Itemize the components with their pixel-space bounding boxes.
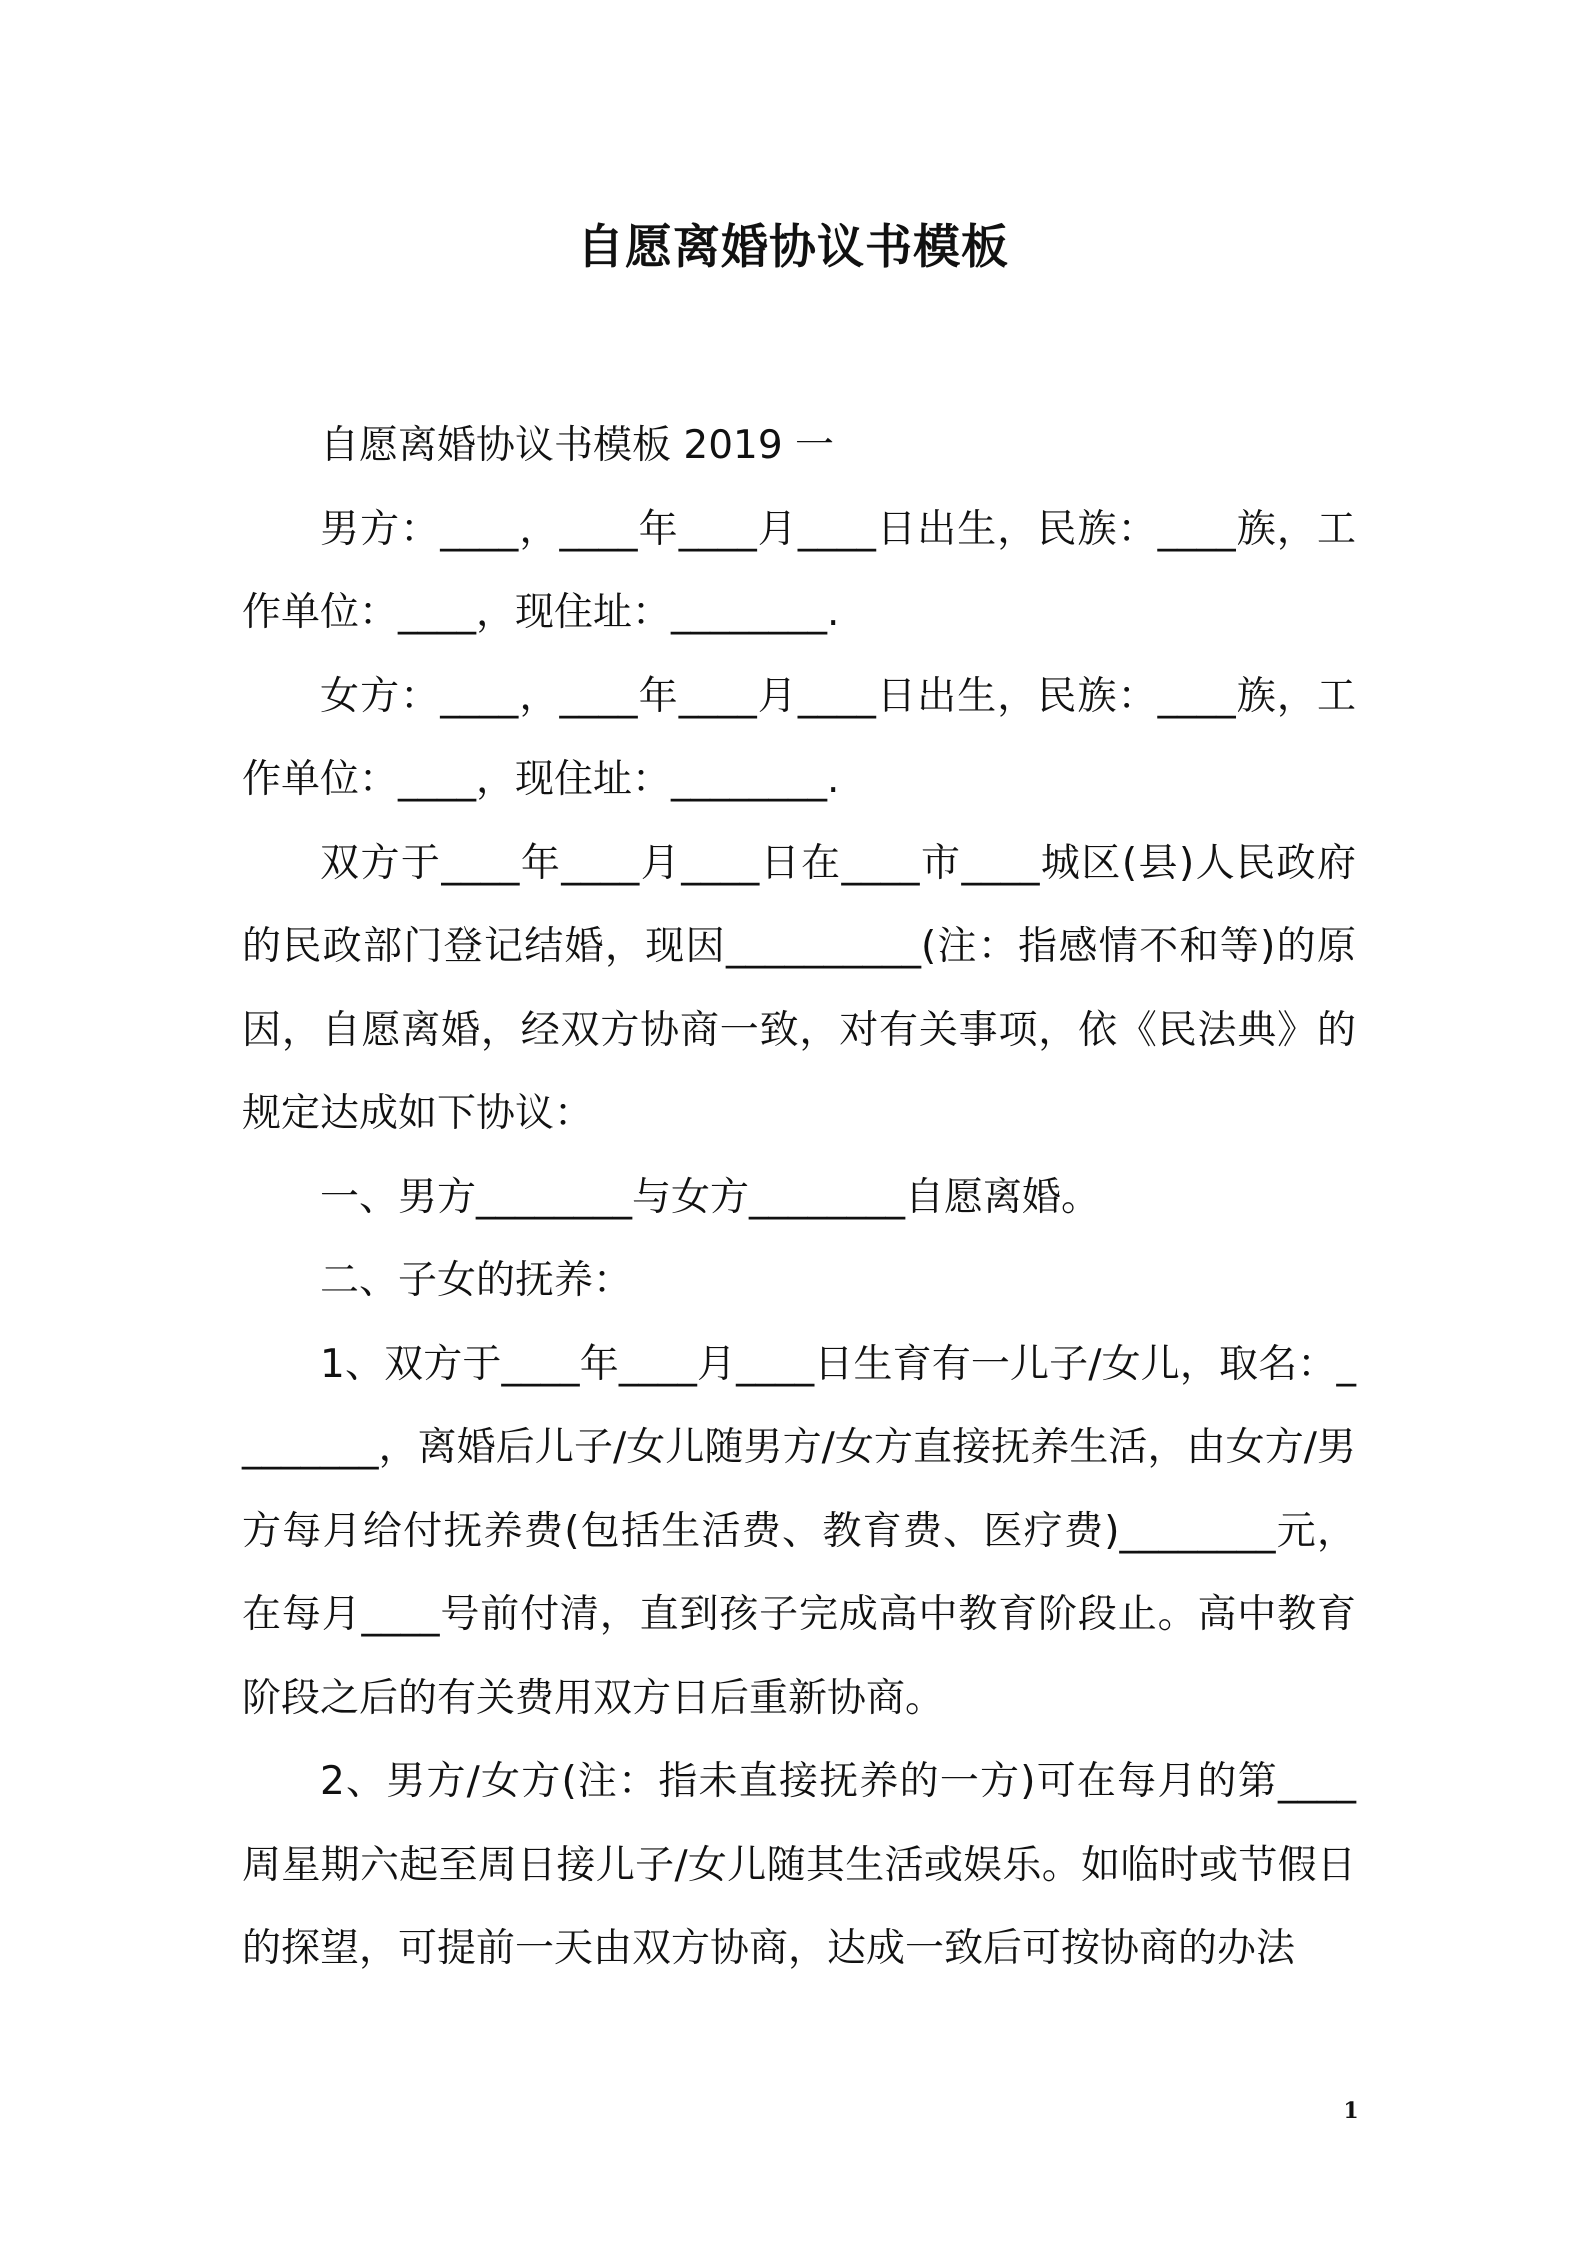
paragraph-visitation: 2、男方/女方(注：指未直接抚养的一方)可在每月的第____周星期六起至周日接儿子/女儿随其生活或娱乐。如临时或节假日的探望，可提前一天由双方协商，达成一致后可按协商的办法 xyxy=(242,1759,1356,1971)
paragraph-clause-child-custody: 二、子女的抚养： xyxy=(320,1258,633,1303)
paragraph-child-support: 1、双方于____年____月____日生育有一儿子/女儿，取名：________，离婚后儿子/女儿随男方/女方直接抚养生活，由女方/男方每月给付抚养费(包括生活费、教育费、医疗费)________元，在每月____号前付清，直到孩子完成高中教育阶段止。高中教育阶段之后的有关费用双方日后重新协商。 xyxy=(242,1341,1357,1721)
paragraph-marriage-registration: 双方于____年____月____日在____市____城区(县)人民政府的民政部门登记结婚，现因__________(注：指感情不和等)的原因，自愿离婚，经双方协商一致，对有关事项，依《民法典》的规定达成如下协议： xyxy=(242,840,1356,1136)
paragraph-clause-divorce: 一、男方________与女方________自愿离婚。 xyxy=(320,1174,1101,1220)
page-number: 1 xyxy=(1343,2098,1359,2124)
paragraph-female-party: 女方：____，____年____月____日出生，民族：____族，工作单位：____，现住址：________. xyxy=(242,673,1356,802)
paragraph-subtitle: 自愿离婚协议书模板 2019 一 xyxy=(320,423,835,468)
document-body xyxy=(242,404,1356,1991)
paragraph-male-party: 男方：____，____年____月____日出生，民族：____族，工作单位：____，现住址：________. xyxy=(242,506,1356,635)
document-title: 自愿离婚协议书模板 xyxy=(577,220,1009,275)
